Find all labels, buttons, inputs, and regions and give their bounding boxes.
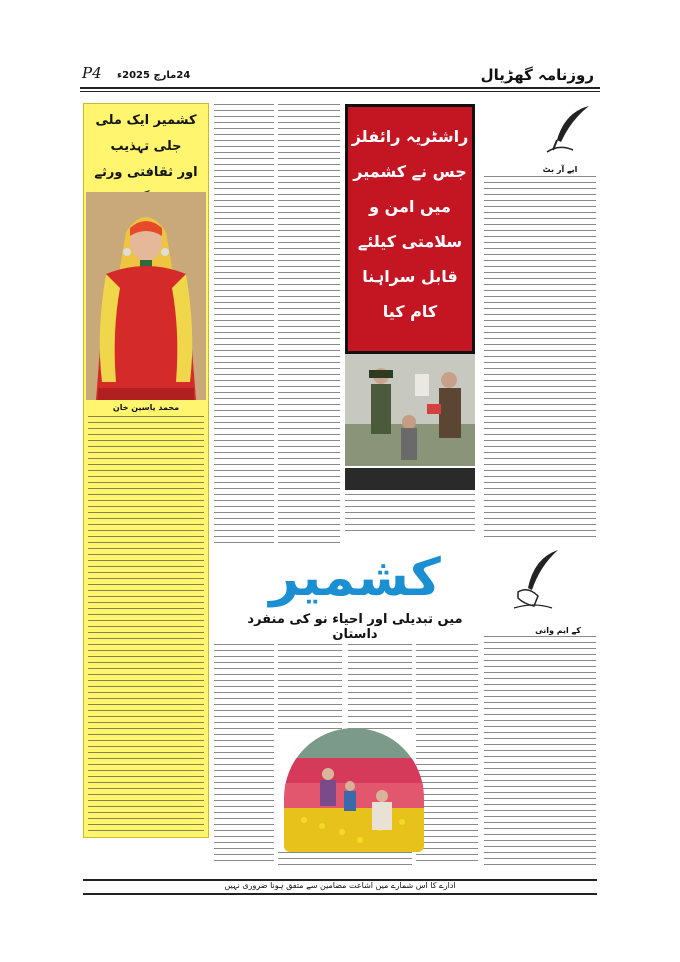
masthead-rule [80,87,600,89]
center-article-headline-box [345,104,475,354]
headline-line-1: راشٹریہ رائفلز [351,127,469,146]
headline-line-2: جس نے کشمیر [353,162,467,181]
center-article-body-col-1 [214,104,274,544]
footer-disclaimer: ادارے کا اس شمارے میں اشاعت مضامین سے متفق ہونا ضروری نہیں [224,881,456,890]
right-article-bottom-byline: کے ایم وانی [535,626,581,635]
feature-body-col-2 [278,644,342,730]
headline-line-6: کام کیا [382,302,438,321]
right-article-bottom-body [484,636,596,868]
feature-article-title: کشمیر [269,548,441,608]
tulip-field-illustration [284,728,424,852]
hand-writing-quill-icon [512,548,562,610]
photo-caption-band [345,468,475,490]
left-article-byline: محمد یاسین خان [112,403,180,412]
kashmiri-woman-photo [86,192,206,400]
issue-date: 24مارچ 2025ء [117,70,191,81]
left-title-line-1: کشمیر ایک ملی جلی تہذیب [95,113,197,154]
left-article-body [88,416,204,834]
right-article-top-byline: ایے آر بٹ [542,165,578,174]
feature-article-subtitle: میں تبدیلی اور احیاء نو کی منفرد داستان [247,612,463,642]
center-article-body-col-2 [278,104,340,544]
quill-pen-icon [545,104,593,154]
page-number: P4 [82,64,102,82]
headline-line-3: میں امن و [369,197,451,216]
headline-line-5: قابل سراہنا [362,267,458,286]
feature-body-col-3 [348,644,412,730]
tulip-garden-photo [284,728,424,852]
feature-body-col-1 [214,644,274,866]
footer-rule-bottom [83,893,597,895]
soldiers-with-children-photo [345,354,475,466]
feature-body-col-5 [278,852,412,866]
feature-body-col-4 [416,644,478,866]
soldiers-illustration [345,354,475,466]
masthead-rule-thin [80,91,600,92]
right-article-top-body [484,176,596,542]
headline-line-4: سلامتی کیلئے [357,232,463,251]
left-title-line-2: اور ثقافتی ورثے [94,165,198,180]
kashmiri-woman-illustration [86,192,206,400]
newspaper-name: روزنامہ گھڑیال [480,66,594,84]
center-article-body-col-3 [345,494,475,534]
